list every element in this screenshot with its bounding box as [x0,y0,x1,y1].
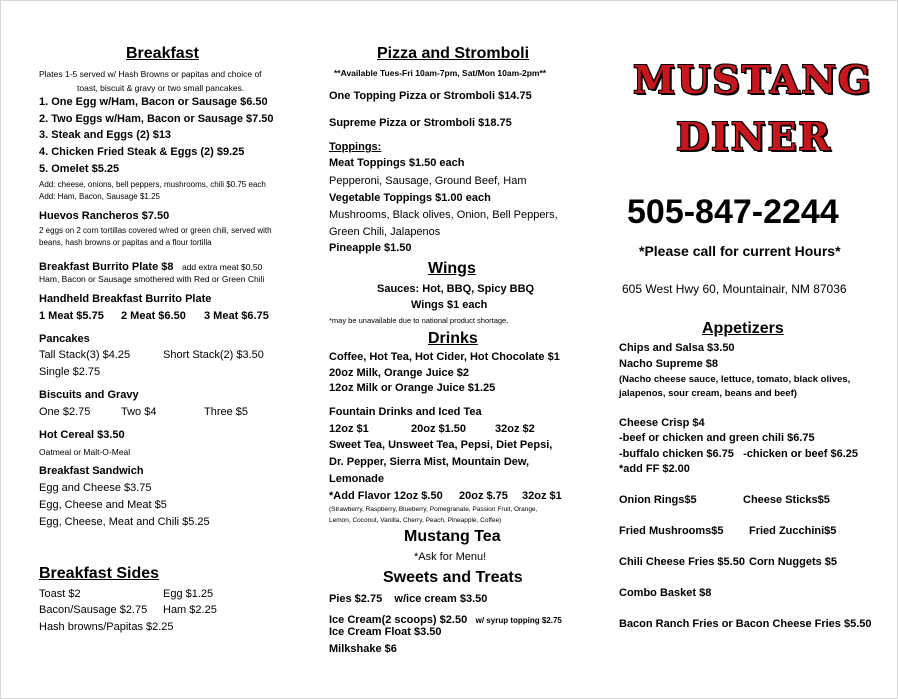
sweets-shake: Milkshake $6 [329,643,397,655]
fountain-32oz: 32oz $2 [495,423,535,435]
flavor-20oz: 20oz $.75 [459,490,508,502]
fountain-list-2: Dr. Pepper, Sierra Mist, Mountain Dew, [329,456,530,468]
handheld-1: 1 Meat $5.75 [39,310,104,322]
omelet-add-1: Add: cheese, onions, bell peppers, mushrooms, chili $0.75 each [39,180,266,189]
app-ranch-fries: Bacon Ranch Fries or Bacon Cheese Fries $5.50 [619,618,872,630]
wings-title: Wings [428,260,476,277]
breakfast-item-4: 4. Chicken Fried Steak & Eggs (2) $9.25 [39,146,245,158]
app-zucchini: Fried Zucchini$5 [749,525,837,537]
app-combo: Combo Basket $8 [619,587,712,599]
diner-address: 605 West Hwy 60, Mountainair, NM 87036 [622,282,847,296]
breakfast-item-5: 5. Omelet $5.25 [39,163,120,175]
omelet-add-2: Add: Ham, Bacon, Sausage $1.25 [39,192,160,201]
app-crisp-2: -buffalo chicken $6.75 -chicken or beef $6.25 [619,448,859,460]
biscuits-title: Biscuits and Gravy [39,389,139,401]
meat-toppings-title: Meat Toppings $1.50 each [329,157,465,169]
app-crisp-1: -beef or chicken and green chili $6.75 [619,432,815,444]
wings-price: Wings $1 each [411,299,488,311]
sandwich-title: Breakfast Sandwich [39,465,144,477]
burrito-plate-title: Breakfast Burrito Plate $8 [39,261,174,273]
breakfast-item-1: 1. One Egg w/Ham, Bacon or Sausage $6.50 [39,96,268,108]
fountain-title: Fountain Drinks and Iced Tea [329,406,482,418]
diner-hours-note: *Please call for current Hours* [639,243,841,259]
huevos-desc-1: 2 eggs on 2 corn tortillas covered w/red or green chili, served with [39,226,272,235]
veg-toppings-list-2: Green Chili, Jalapenos [329,226,441,238]
pineapple-topping: Pineapple $1.50 [329,242,412,254]
app-chili-fries: Chili Cheese Fries $5.50 [619,556,745,568]
wings-sauces: Sauces: Hot, BBQ, Spicy BBQ [377,283,535,295]
sandwich-item-2: Egg, Cheese and Meat $5 [39,499,167,511]
biscuits-two: Two $4 [121,406,157,418]
fountain-20oz: 20oz $1.50 [411,423,467,435]
pancakes-short: Short Stack(2) $3.50 [163,349,264,361]
app-crisp-3: *add FF $2.00 [619,463,690,475]
drinks-hot: Coffee, Hot Tea, Hot Cider, Hot Chocolate $1 [329,351,560,363]
drinks-title: Drinks [428,330,478,347]
veg-toppings-list-1: Mushrooms, Black olives, Onion, Bell Peppers, [329,209,558,221]
app-mushrooms: Fried Mushrooms$5 [619,525,724,537]
fountain-list-3: Lemonade [329,473,385,485]
diner-logo-line-1: MUSTANG [633,57,873,102]
handheld-2: 2 Meat $6.50 [121,310,186,322]
pizza-supreme: Supreme Pizza or Stromboli $18.75 [329,117,512,129]
sweets-float: Ice Cream Float $3.50 [329,626,442,638]
sandwich-item-1: Egg and Cheese $3.75 [39,482,152,494]
pancakes-title: Pancakes [39,333,90,345]
app-nacho-desc-2: jalapenos, sour cream, beans and beef) [619,388,797,399]
sandwich-item-3: Egg, Cheese, Meat and Chili $5.25 [39,516,210,528]
biscuits-one: One $2.75 [39,406,91,418]
flavor-32oz: 32oz $1 [522,490,562,502]
appetizers-title: Appetizers [702,320,784,337]
breakfast-intro-1: Plates 1-5 served w/ Hash Browns or papitas and choice of [39,69,262,79]
handheld-3: 3 Meat $6.75 [204,310,269,322]
veg-toppings-title: Vegetable Toppings $1.00 each [329,192,491,204]
sweets-icecream-extra: w/ syrup topping $2.75 [475,616,562,625]
sides-title: Breakfast Sides [39,565,160,582]
app-crisp: Cheese Crisp $4 [619,417,705,429]
diner-logo-line-2: DINER [676,114,833,159]
breakfast-item-2: 2. Two Eggs w/Ham, Bacon or Sausage $7.50 [39,113,274,125]
wings-note: *may be unavailable due to national product shortage. [329,316,509,325]
sides-hash: Hash browns/Papitas $2.25 [39,621,174,633]
diner-phone: 505-847-2244 [627,193,839,231]
sides-egg: Egg $1.25 [163,588,214,600]
burrito-plate-line [39,257,262,275]
breakfast-title: Breakfast [126,45,199,62]
toppings-title: Toppings: [329,141,382,153]
pizza-one-topping: One Topping Pizza or Stromboli $14.75 [329,90,532,102]
drinks-milk12: 12oz Milk or Orange Juice $1.25 [329,382,496,394]
app-nacho: Nacho Supreme $8 [619,358,719,370]
huevos-title: Huevos Rancheros $7.50 [39,210,170,222]
tea-title: Mustang Tea [404,528,501,545]
flavor-12oz: *Add Flavor 12oz $.50 [329,490,443,502]
flavor-list-2: Lemon, Coconut, Vanilla, Cherry, Peach, Pineapple, Coffee) [329,517,502,524]
sweets-pies: Pies $2.75 w/ice cream $3.50 [329,593,488,605]
cereal-title: Hot Cereal $3.50 [39,429,125,441]
cereal-desc: Oatmeal or Malt-O-Meal [39,447,131,457]
burrito-plate-extra: add extra meat $0.50 [181,262,263,272]
app-corn-nuggets: Corn Nuggets $5 [749,556,838,568]
pizza-title: Pizza and Stromboli [377,45,530,62]
tea-note: *Ask for Menu! [414,551,487,563]
biscuits-three: Three $5 [204,406,249,418]
sweets-title: Sweets and Treats [383,569,523,586]
burrito-plate-desc: Ham, Bacon or Sausage smothered with Red or Green Chili [39,274,265,284]
fountain-list-1: Sweet Tea, Unsweet Tea, Pepsi, Diet Pepsi, [329,439,553,451]
app-cheese-sticks: Cheese Sticks$5 [743,494,830,506]
huevos-desc-2: beans, hash browns or papitas and a flour tortilla [39,238,212,247]
drinks-milk20: 20oz Milk, Orange Juice $2 [329,367,470,379]
handheld-title: Handheld Breakfast Burrito Plate [39,293,212,305]
breakfast-intro-2: toast, biscuit & gravy or two small pancakes. [77,83,245,93]
fountain-12oz: 12oz $1 [329,423,369,435]
meat-toppings-list: Pepperoni, Sausage, Ground Beef, Ham [329,175,527,187]
flavor-list-1: (Strawberry, Raspberry, Blueberry, Pomegranate, Passion Fruit, Orange, [329,506,538,513]
sweets-icecream: Ice Cream(2 scoops) $2.50 [329,614,468,626]
sides-toast: Toast $2 [39,588,81,600]
app-nacho-desc-1: (Nacho cheese sauce, lettuce, tomato, black olives, [619,374,851,385]
app-onion-rings: Onion Rings$5 [619,494,697,506]
sides-ham: Ham $2.25 [163,604,217,616]
app-chips: Chips and Salsa $3.50 [619,342,735,354]
breakfast-item-3: 3. Steak and Eggs (2) $13 [39,129,172,141]
pancakes-tall: Tall Stack(3) $4.25 [39,349,131,361]
sides-bacon: Bacon/Sausage $2.75 [39,604,148,616]
pizza-availability: **Available Tues-Fri 10am-7pm, Sat/Mon 10am-2pm** [334,68,547,78]
pancakes-single: Single $2.75 [39,366,101,378]
